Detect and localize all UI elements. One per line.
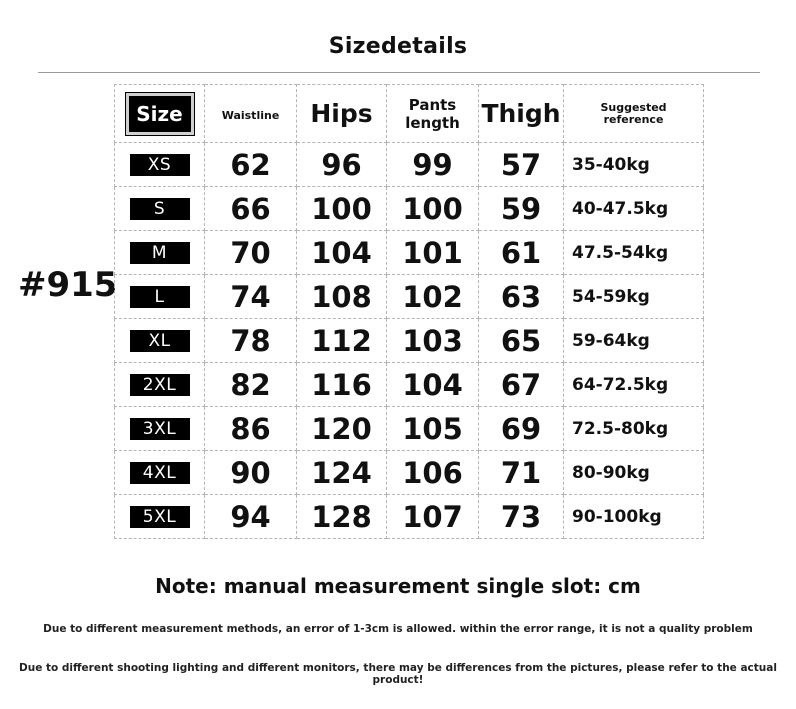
hips-cell: 124 — [297, 451, 387, 495]
header-reference-line2: reference — [603, 112, 664, 126]
reference-cell: 90-100kg — [564, 495, 704, 539]
length-cell: 104 — [387, 363, 479, 407]
hips-cell: 96 — [297, 143, 387, 187]
header-thigh — [479, 85, 564, 143]
size-badge: M — [130, 242, 190, 264]
reference-cell: 64-72.5kg — [564, 363, 704, 407]
size-badge: 4XL — [130, 462, 190, 484]
size-cell — [115, 143, 205, 187]
waist-cell: 62 — [205, 143, 297, 187]
size-cell — [115, 275, 205, 319]
product-code: #915 — [18, 265, 118, 305]
size-badge: XS — [130, 154, 190, 176]
hips-cell: 128 — [297, 495, 387, 539]
header-pants-length — [387, 85, 479, 143]
table-row — [115, 143, 704, 187]
size-cell — [115, 495, 205, 539]
header-reference — [564, 85, 704, 143]
size-cell — [115, 363, 205, 407]
thigh-cell: 69 — [479, 407, 564, 451]
hips-cell: 116 — [297, 363, 387, 407]
hips-cell: 108 — [297, 275, 387, 319]
size-cell — [115, 231, 205, 275]
disclaimer-measurement: Due to different measurement methods, an error of 1-3cm is allowed. within the error range, it is not a quality problem — [43, 623, 753, 635]
size-badge: 2XL — [130, 374, 190, 396]
size-rows — [115, 143, 704, 539]
waist-cell: 82 — [205, 363, 297, 407]
waist-cell: 90 — [205, 451, 297, 495]
reference-cell: 80-90kg — [564, 451, 704, 495]
length-cell: 105 — [387, 407, 479, 451]
waist-cell: 66 — [205, 187, 297, 231]
length-cell: 106 — [387, 451, 479, 495]
table-row — [115, 451, 704, 495]
header-hips-label: Hips — [310, 98, 373, 128]
length-cell: 103 — [387, 319, 479, 363]
header-thigh-label: Thigh — [481, 98, 561, 128]
disclaimer-photo: Due to different shooting lighting and different monitors, there may be differences from the pictures, please refer to the actual product! — [19, 662, 777, 686]
thigh-cell: 63 — [479, 275, 564, 319]
size-header-badge: Size — [126, 93, 194, 135]
size-badge: XL — [130, 330, 190, 352]
table-row — [115, 275, 704, 319]
size-badge: 3XL — [130, 418, 190, 440]
size-badge: S — [130, 198, 190, 220]
header-reference-line1: Suggested — [600, 100, 667, 114]
reference-cell: 35-40kg — [564, 143, 704, 187]
thigh-cell: 71 — [479, 451, 564, 495]
waist-cell: 70 — [205, 231, 297, 275]
title-divider — [38, 72, 760, 73]
header-pants-length-line2: length — [405, 113, 460, 132]
hips-cell: 112 — [297, 319, 387, 363]
reference-cell: 47.5-54kg — [564, 231, 704, 275]
hips-cell: 120 — [297, 407, 387, 451]
header-pants-length-line1: Pants — [408, 95, 457, 114]
table-header-row — [115, 85, 704, 143]
reference-cell: 72.5-80kg — [564, 407, 704, 451]
reference-cell: 40-47.5kg — [564, 187, 704, 231]
length-cell: 101 — [387, 231, 479, 275]
size-table — [114, 84, 704, 539]
size-cell — [115, 407, 205, 451]
waist-cell: 78 — [205, 319, 297, 363]
size-badge: L — [130, 286, 190, 308]
table-row — [115, 187, 704, 231]
thigh-cell: 57 — [479, 143, 564, 187]
measurement-note: Note: manual measurement single slot: cm — [155, 574, 641, 598]
size-badge: 5XL — [130, 506, 190, 528]
thigh-cell: 59 — [479, 187, 564, 231]
table-row — [115, 495, 704, 539]
hips-cell: 104 — [297, 231, 387, 275]
length-cell: 100 — [387, 187, 479, 231]
thigh-cell: 73 — [479, 495, 564, 539]
header-waistline — [205, 85, 297, 143]
reference-cell: 59-64kg — [564, 319, 704, 363]
table-row — [115, 407, 704, 451]
size-cell — [115, 451, 205, 495]
hips-cell: 100 — [297, 187, 387, 231]
thigh-cell: 65 — [479, 319, 564, 363]
table-row — [115, 231, 704, 275]
length-cell: 99 — [387, 143, 479, 187]
size-cell — [115, 187, 205, 231]
table-row — [115, 319, 704, 363]
waist-cell: 86 — [205, 407, 297, 451]
size-cell — [115, 319, 205, 363]
page-title: Sizedetails — [328, 34, 468, 59]
waist-cell: 74 — [205, 275, 297, 319]
table-row — [115, 363, 704, 407]
header-hips — [297, 85, 387, 143]
thigh-cell: 61 — [479, 231, 564, 275]
thigh-cell: 67 — [479, 363, 564, 407]
header-size — [115, 85, 205, 143]
waist-cell: 94 — [205, 495, 297, 539]
header-waistline-label: Waistline — [221, 109, 280, 122]
reference-cell: 54-59kg — [564, 275, 704, 319]
length-cell: 107 — [387, 495, 479, 539]
length-cell: 102 — [387, 275, 479, 319]
